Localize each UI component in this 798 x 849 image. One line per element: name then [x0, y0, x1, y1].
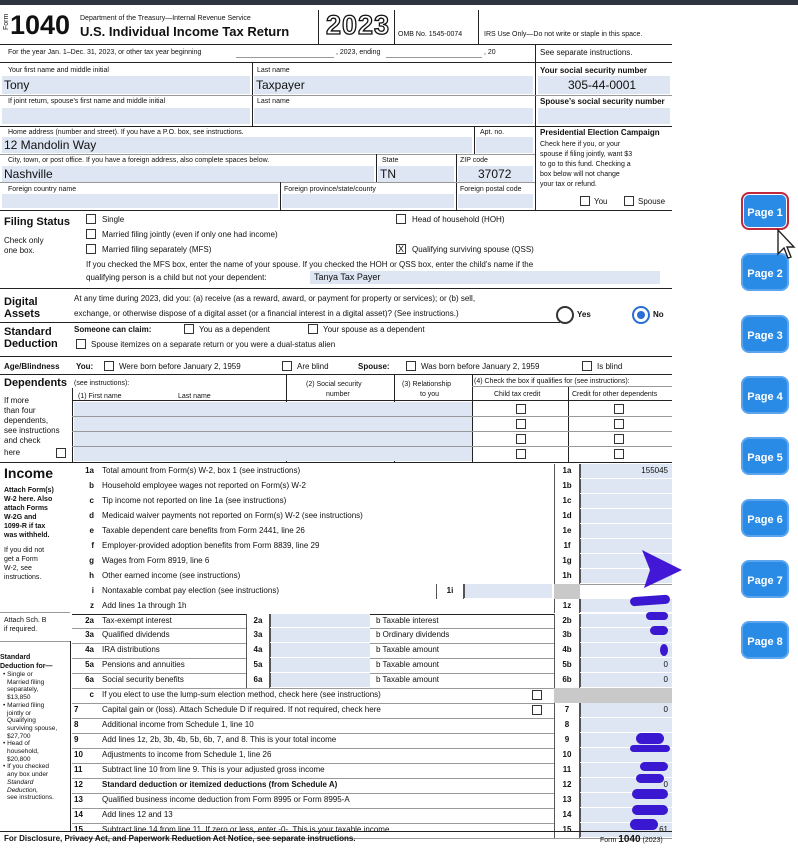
line-amount-field[interactable] [270, 628, 370, 642]
page-1-button[interactable]: Page 1 [741, 192, 789, 230]
std-list-item: surviving spouse, [7, 724, 58, 732]
dep-col3-1: to you [420, 391, 440, 398]
std-list-item: household, [7, 748, 39, 756]
std-list-item: see instructions. [7, 794, 54, 802]
line-number: 10 [74, 750, 83, 760]
std-ded-title-1: Deduction [4, 338, 58, 350]
address-label: Home address (number and street). If you have a P.O. box, see instructions. [8, 129, 244, 136]
line-text: Add lines 1a through 1h [102, 600, 187, 610]
footer-form-number: 1040 [618, 834, 641, 845]
line-box-label: 1e [554, 524, 580, 539]
line-box-label: 1c [554, 494, 580, 509]
shaded-cell [554, 584, 580, 599]
redaction-mark [636, 733, 664, 744]
no-w2-3: instructions. [4, 574, 42, 581]
line-box-label: 1z [554, 599, 580, 614]
dep-col1b: Last name [178, 393, 211, 400]
footer-form-year: (2023) [642, 837, 663, 844]
page-6-button[interactable]: Page 6 [741, 499, 789, 537]
pec-title: Presidential Election Campaign [540, 128, 660, 137]
line-text: Employer-provided adoption benefits from Form 8839, line 29 [102, 540, 320, 550]
dependents-title: Dependents [4, 377, 67, 389]
no-w2-0: If you did not [4, 547, 45, 554]
line-text: Standard deduction or itemized deductions (from Schedule A) [102, 779, 338, 789]
page-3-button[interactable]: Page 3 [741, 315, 789, 353]
line-number: i [91, 585, 94, 595]
line-text: Subtract line 14 from line 11. If zero or less, enter -0-. This is your taxable income [102, 824, 390, 834]
tax-year-line: For the year Jan. 1–Dec. 31, 2023, or other tax year beginning [8, 49, 202, 56]
line-number: 1a [85, 466, 94, 475]
std-list-item: Deduction, [7, 786, 39, 794]
line-box-label: 10 [554, 748, 580, 763]
omb-number: OMB No. 1545-0074 [398, 31, 463, 38]
hoh-label: Head of household (HOH) [412, 215, 505, 224]
line-text: Add lines 1z, 2b, 3b, 4b, 5b, 6b, 7, and 8. This is your total income [102, 735, 337, 745]
dep-side-5: here [4, 448, 21, 457]
attach-4: 1099-R if tax [4, 523, 46, 530]
redaction-mark [630, 819, 658, 830]
lump-sum-checkbox[interactable] [532, 690, 542, 700]
line-number: 13 [74, 794, 83, 804]
filing-status-title: Filing Status [4, 216, 70, 228]
line-text: Tip income not reported on line 1a (see instructions) [102, 495, 287, 505]
tax-year-20: , 20 [484, 49, 496, 56]
dep2-odc-checkbox[interactable] [614, 419, 624, 429]
zip-value: 37072 [478, 167, 512, 181]
line-text: Qualified dividends [102, 630, 170, 640]
irs-use-only: IRS Use Only—Do not write or staple in this space. [484, 31, 643, 38]
std-list-item: • Married filing [3, 701, 45, 709]
age-you: You: [76, 362, 94, 371]
line-text: Household employee wages not reported on Form(s) W-2 [102, 480, 306, 490]
line-text: Social security benefits [102, 675, 184, 685]
line-text: Taxable dependent care benefits from Form 2441, line 26 [102, 525, 305, 535]
line-text: Other earned income (see instructions) [102, 570, 241, 580]
redaction-mark [646, 612, 668, 620]
address-value: 12 Mandolin Way [4, 138, 97, 152]
filing-status-note-1: one box. [4, 246, 35, 255]
no-w2-2: W-2, see [4, 565, 32, 572]
no-w2-1: get a Form [4, 556, 38, 563]
pec-text-2: to go to this fund. Checking a [540, 161, 631, 168]
line-number: z [90, 600, 94, 610]
line-amount-field[interactable] [580, 643, 672, 657]
line-amount-field[interactable]: 0 [580, 658, 672, 672]
dependent-row-2[interactable] [74, 417, 472, 431]
line-number: 5a [85, 660, 94, 670]
line-text: b Ordinary dividends [376, 630, 450, 640]
privacy-notice: For Disclosure, Privacy Act, and Paperwork Reduction Act Notice, see separate instructions. [4, 834, 356, 843]
std-side-title-1: Deduction for— [0, 663, 53, 670]
spouse-dependent-label: Your spouse as a dependent [323, 325, 425, 334]
line-box-label: 1a [554, 464, 580, 479]
city-label: City, town, or post office. If you have a foreign address, also complete spaces below. [8, 157, 270, 164]
line-text: Subtract line 10 from line 9. This is your adjusted gross income [102, 765, 325, 774]
dep1-ctc-checkbox[interactable] [516, 404, 526, 414]
hoh-checkbox[interactable] [396, 214, 406, 224]
you-dependent-label: You as a dependent [199, 325, 270, 334]
zip-label: ZIP code [460, 157, 488, 164]
form-header [0, 10, 672, 44]
line-text: Medicaid waiver payments not reported on Form(s) W-2 (see instructions) [102, 510, 363, 520]
form-title: U.S. Individual Income Tax Return [80, 24, 290, 39]
line-box-label: 1g [554, 554, 580, 569]
line-box-label: 1d [554, 509, 580, 524]
spouse-blind-checkbox[interactable] [582, 361, 592, 371]
page-2-button[interactable]: Page 2 [741, 253, 789, 291]
redaction-mark [650, 626, 668, 635]
dep-side-3: see instructions [4, 426, 60, 435]
sch-b-note [4, 616, 46, 634]
pec-text-3: box below will not change [540, 171, 620, 178]
line-number: 8 [74, 720, 79, 730]
redaction-mark [660, 644, 668, 656]
line-number: d [89, 510, 94, 520]
line-box-label: 15 [554, 823, 580, 838]
sch-b-0: Attach Sch. B [4, 617, 47, 624]
std-list-item: Qualifying [7, 717, 36, 725]
digital-assets-q2: exchange, or otherwise dispose of a digital asset (or a financial interest in a digital asset)? (See instructions.) [74, 309, 459, 318]
redaction-mark [630, 745, 670, 752]
dep-col4: (4) Check the box if qualifies for (see instructions): [474, 378, 630, 385]
you-dependent-checkbox[interactable] [184, 324, 194, 334]
spouse-ssn-label: Spouse’s social security number [540, 97, 665, 106]
std-deduction-side [0, 653, 70, 802]
line-box-label: 1i [436, 584, 464, 599]
income-side-text [4, 486, 72, 582]
line-text: Tax-exempt interest [102, 615, 172, 625]
line-box-label: 14 [554, 808, 580, 823]
pec-spouse-checkbox[interactable] [624, 196, 634, 206]
attach-2: attach Forms [4, 505, 48, 512]
line-text: If you elect to use the lump-sum election method, check here (see instructions) [102, 690, 381, 700]
page-4-button[interactable]: Page 4 [741, 376, 789, 414]
line-number: c [89, 495, 94, 505]
line-number: f [91, 540, 94, 550]
footer-form [600, 835, 663, 845]
dependents-see: (see instructions): [74, 380, 130, 387]
attach-1: W-2 here. Also [4, 496, 53, 503]
line-amount-field[interactable] [580, 479, 672, 493]
line-box-label: 5a [246, 658, 270, 673]
first-name-label: Your first name and middle initial [8, 67, 109, 74]
line-number: 15 [74, 824, 83, 834]
line-number: c [89, 690, 94, 700]
line-number: 4a [85, 645, 94, 655]
line-text: Total amount from Form(s) W-2, box 1 (see instructions) [102, 466, 301, 475]
page-8-button[interactable]: Page 8 [741, 621, 789, 659]
std-list-item: $20,800 [7, 755, 31, 763]
dep-col4b: Credit for other dependents [572, 391, 658, 398]
first-name-field[interactable] [2, 76, 250, 94]
attach-5: was withheld. [4, 532, 50, 539]
spouse-born-checkbox[interactable] [406, 361, 416, 371]
pec-spouse-label: Spouse [638, 197, 666, 206]
line-box-label: 4a [246, 643, 270, 658]
single-label: Single [102, 215, 125, 224]
mfs-note: If you checked the MFS box, enter the name of your spouse. If you checked the HOH or QSS box, enter the child’s name if the [86, 260, 534, 269]
dep2-ctc-checkbox[interactable] [516, 419, 526, 429]
top-strip [0, 0, 798, 5]
line-text: IRA distributions [102, 645, 160, 655]
line-text: Capital gain or (loss). Attach Schedule D if required. If not required, check here [102, 705, 381, 715]
dep4-odc-checkbox[interactable] [614, 449, 624, 459]
mfs-label: Married filing separately (MFS) [102, 245, 212, 254]
dependent-row-4[interactable] [74, 447, 472, 461]
dependent-row-3[interactable] [74, 432, 472, 446]
line-amount-field[interactable] [270, 658, 370, 672]
line-text: Adjustments to income from Schedule 1, line 26 [102, 750, 272, 760]
form-year: 2023 [326, 10, 391, 40]
line-text: Add lines 12 and 13 [102, 809, 173, 819]
you-born-checkbox[interactable] [104, 361, 114, 371]
last-name-label: Last name [257, 67, 290, 74]
page-7-button[interactable]: Page 7 [741, 560, 789, 598]
line-box-label: 1b [554, 479, 580, 494]
line-amount-field[interactable]: 155045 [580, 464, 672, 478]
std-list-item: separately, [7, 686, 39, 694]
line-text: Pensions and annuities [102, 660, 185, 670]
std-list-item: $13,850 [7, 694, 31, 702]
pec-you-checkbox[interactable] [580, 196, 590, 206]
spouse-last-field[interactable] [254, 108, 533, 124]
age-spouse: Spouse: [358, 362, 390, 371]
dep-side-4: and check [4, 436, 41, 445]
sch-b-1: if required. [4, 626, 38, 633]
dep4-ctc-checkbox[interactable] [516, 449, 526, 459]
line-box-label: 3b [554, 628, 580, 643]
line-amount-field[interactable]: 0 [580, 673, 672, 687]
dep-side-2: dependents, [4, 416, 49, 425]
line-number: 3a [85, 630, 94, 640]
digital-no-radio[interactable] [632, 306, 650, 324]
line-text: Wages from Form 8919, line 6 [102, 555, 210, 565]
dep3-odc-checkbox[interactable] [614, 434, 624, 444]
line-text: b Taxable amount [376, 645, 440, 655]
shaded-cell [554, 688, 672, 703]
redaction-mark [632, 805, 668, 815]
dep-col3-0: (3) Relationship [402, 381, 452, 388]
line-amount-field[interactable] [270, 643, 370, 657]
you-blind-checkbox[interactable] [282, 361, 292, 371]
digital-assets-q1: At any time during 2023, did you: (a) receive (as a reward, award, or payment for property or services); or (b) sell, [74, 294, 476, 303]
line-text: b Taxable interest [376, 615, 439, 625]
std-ded-title-0: Standard [4, 326, 52, 338]
line-number: 11 [74, 765, 83, 774]
redaction-mark [636, 774, 664, 783]
line-box-label: 13 [554, 793, 580, 808]
foreign-province-label: Foreign province/state/county [284, 186, 376, 193]
line-amount-field[interactable] [580, 718, 672, 732]
last-name-value: Taxpayer [256, 78, 305, 92]
line-box-label: 1f [554, 539, 580, 554]
spouse-itemizes-checkbox[interactable] [76, 339, 86, 349]
someone-can-claim: Someone can claim: [74, 325, 152, 334]
foreign-postal-label: Foreign postal code [460, 186, 522, 193]
agency: Department of the Treasury—Internal Revenue Service [80, 15, 251, 22]
spouse-last-label: Last name [257, 98, 290, 105]
line-number: b [89, 480, 94, 490]
filing-status-note-0: Check only [4, 236, 44, 245]
std-list-item: • If you checked [3, 763, 49, 771]
line-amount-field[interactable] [580, 509, 672, 523]
qss-label: Qualifying surviving spouse (QSS) [412, 245, 534, 254]
attach-0: Attach Form(s) [4, 487, 54, 494]
std-list-item: • Single or [3, 671, 33, 678]
qss-checkbox[interactable]: X [397, 244, 404, 254]
first-name-value: Tony [4, 78, 30, 92]
line-number: h [89, 570, 94, 580]
ssn-label: Your social security number [540, 66, 647, 75]
foreign-province-field[interactable] [282, 194, 454, 208]
line-box-label: 11 [554, 763, 580, 778]
line-box-label: 2a [246, 614, 270, 629]
line-amount-field[interactable]: 61 [580, 823, 672, 837]
spouse-dependent-checkbox[interactable] [308, 324, 318, 334]
foreign-country-field[interactable] [2, 194, 278, 208]
line-text: b Taxable amount [376, 675, 440, 685]
line-box-label: 5b [554, 658, 580, 673]
digital-no-label: No [653, 310, 664, 319]
single-checkbox[interactable] [86, 214, 96, 224]
dep-col1: (1) First name [78, 393, 122, 400]
line-box-label: 6a [246, 673, 270, 688]
line-box-label: 12 [554, 778, 580, 793]
dep-col2-1: number [326, 391, 350, 398]
mfs-checkbox[interactable] [86, 244, 96, 254]
mfj-checkbox[interactable] [86, 229, 96, 239]
tax-year-ending: , 2023, ending [336, 49, 381, 56]
dep1-odc-checkbox[interactable] [614, 404, 624, 414]
apt-field[interactable] [476, 137, 533, 153]
age-blind-title: Age/Blindness [4, 362, 60, 371]
spouse-name-label: If joint return, spouse’s first name and middle initial [8, 98, 166, 105]
redaction-mark [640, 762, 668, 771]
dep-side-0: If more [4, 396, 29, 405]
line-number: 9 [74, 735, 79, 745]
line-amount-field[interactable] [580, 524, 672, 538]
std-list-item: jointly or [7, 709, 32, 717]
mouse-cursor-icon [776, 228, 796, 262]
form-number: 1040 [10, 10, 71, 40]
line-number: 7 [74, 705, 79, 715]
apt-label: Apt. no. [480, 129, 505, 136]
line-amount-field[interactable] [270, 614, 370, 628]
you-born-label: Were born before January 2, 1959 [119, 362, 241, 371]
mfj-label: Married filing jointly (even if only one had income) [102, 230, 278, 239]
line-number: 6a [85, 675, 94, 685]
state-label: State [382, 157, 399, 164]
state-value: TN [380, 167, 396, 181]
line-amount-field[interactable] [270, 673, 370, 687]
line-number: 2a [85, 615, 94, 625]
line-number: 14 [74, 809, 83, 819]
line-text: Nontaxable combat pay election (see instructions) [102, 585, 279, 595]
form-label: Form [3, 13, 10, 30]
pec-text-4: your tax or refund. [540, 181, 597, 188]
line-amount-field[interactable]: 0 [580, 703, 672, 717]
city-field[interactable] [2, 166, 374, 182]
dep3-ctc-checkbox[interactable] [516, 434, 526, 444]
std-list-item: Standard [7, 778, 34, 786]
line-box-label: 1h [554, 569, 580, 584]
std-list-item: $27,700 [7, 732, 31, 740]
line-text: b Taxable amount [376, 660, 440, 670]
line-number: 12 [74, 779, 83, 789]
std-list-item: • Head of [3, 740, 30, 748]
line-number: e [89, 525, 94, 535]
line-text: Additional income from Schedule 1, line 10 [102, 720, 254, 730]
city-value: Nashville [4, 167, 53, 181]
std-deduction-list [0, 671, 70, 802]
std-side-title-0: Standard [0, 654, 31, 661]
footer-form-label: Form [600, 837, 617, 844]
dep-col4a: Child tax credit [494, 391, 541, 398]
digital-assets-title-1: Assets [4, 308, 41, 320]
income-title: Income [4, 465, 54, 481]
spouse-ssn-field[interactable] [538, 108, 670, 124]
pec-text-0: Check here if you, or your [540, 141, 621, 148]
line-number: g [89, 555, 94, 565]
redaction-mark [632, 789, 668, 799]
foreign-country-label: Foreign country name [8, 186, 77, 193]
spouse-first-field[interactable] [2, 108, 250, 124]
std-list-item: Married filing [7, 678, 45, 686]
child-note: qualifying person is a child but not your dependent: [86, 273, 267, 282]
line-box-label: 4b [554, 643, 580, 658]
line-amount-field[interactable] [580, 494, 672, 508]
ssn-value: 305-44-0001 [568, 78, 637, 92]
line-box-label: 6b [554, 673, 580, 688]
pec-text-1: spouse if filing jointly, want $3 [540, 151, 633, 158]
dependent-row-1[interactable] [74, 402, 472, 416]
line-text: Qualified business income deduction from Form 8995 or Form 8995-A [102, 794, 350, 804]
attach-3: W-2G and [4, 514, 37, 521]
pec-you-label: You [594, 197, 608, 206]
see-instructions: See separate instructions. [540, 48, 633, 57]
dep-side-1: than four [4, 406, 36, 415]
digital-assets-title-0: Digital [4, 296, 38, 308]
more-dependents-checkbox[interactable] [56, 448, 66, 458]
line-amount-field[interactable] [464, 584, 552, 598]
you-blind-label: Are blind [297, 362, 329, 371]
spouse-blind-label: Is blind [597, 362, 623, 371]
line-amount-field[interactable]: 0 [580, 778, 672, 792]
arrow-annotation-icon [638, 548, 684, 590]
page-5-button[interactable]: Page 5 [741, 437, 789, 475]
child-name-value: Tanya Tax Payer [314, 272, 381, 282]
digital-yes-label: Yes [577, 310, 591, 319]
line-box-label: 9 [554, 733, 580, 748]
std-list-item: any box under [7, 771, 49, 779]
line-box-label: 3a [246, 628, 270, 643]
line-box-label: 8 [554, 718, 580, 733]
spouse-itemizes-label: Spouse itemizes on a separate return or you were a dual-status alien [91, 340, 336, 349]
dep-col2-0: (2) Social security [306, 381, 362, 388]
foreign-postal-field[interactable] [458, 194, 533, 208]
line-box-label: 2b [554, 614, 580, 629]
line-box-label: 7 [554, 703, 580, 718]
capital-gain-checkbox[interactable] [532, 705, 542, 715]
spouse-born-label: Was born before January 2, 1959 [421, 362, 540, 371]
